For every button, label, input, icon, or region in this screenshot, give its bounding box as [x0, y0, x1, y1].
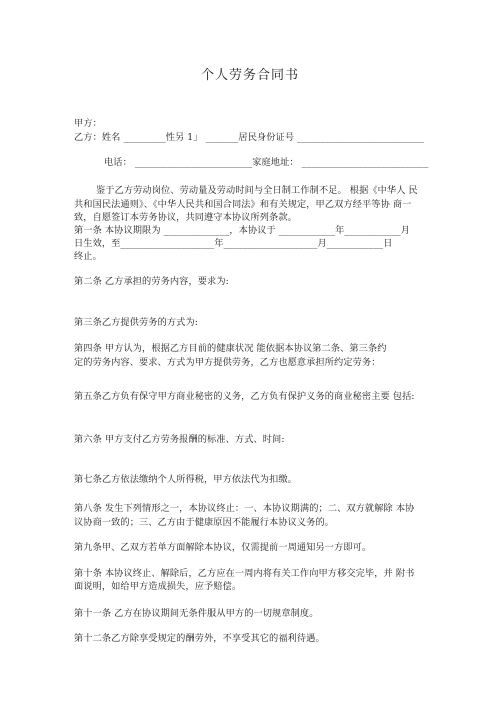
article9: 第九条甲、乙双方若单方面解除本协议，仅需提前一周通知另一方即可。: [74, 542, 372, 553]
article1-line-1: 第一条 本协议期限为 ______________，本协议于 ____________年____________月: [74, 225, 411, 236]
article4-line-2: 定的劳务内容、要求、方式为甲方提供劳务，乙方也愿意承担所约定劳务：: [74, 357, 381, 368]
intro-line-2: 共和国民法通则》、《中华人民共和国合同法》和有关规定，甲乙双方经平等协 商一: [74, 199, 412, 210]
intro-line-3: 致，自愿签订本劳务协议，共同遵守本协议所列条款。: [74, 212, 297, 223]
article4-line-1: 第四条 甲方认为，根据乙方目前的健康状况 能依据本协议第二条、第三条约: [74, 343, 387, 354]
article7: 第七条乙方依法缴纳个人所得税，甲方依法代为扣缴。: [74, 474, 297, 485]
party-b-line: 乙方：姓名 _________性另 1」 _______居民身份证号 ___________________________: [74, 132, 424, 143]
party-a-line: 甲方：: [74, 118, 102, 129]
article3: 第三条乙方提供劳务的方式为:: [74, 317, 198, 328]
article2: 第二条 乙方承担的劳务内容，要求为:: [74, 276, 229, 287]
article1-line-2: 日生效，至____________________年____________________月____________日: [74, 238, 393, 249]
intro-line-1: 鉴于乙方劳动岗位、劳动量及劳动时间与全日制工作制不足。 根据《中华人 民: [96, 185, 418, 196]
article1-line-3: 终止。: [74, 251, 102, 262]
article11: 第十一条 乙方在协议期间无条件服从甲方的一切规章制度。: [74, 608, 319, 619]
article10-line-2: 面说明，如给甲方造成损失，应予赔偿。: [74, 581, 242, 592]
article10-line-1: 第十条 本协议终止、解除后，乙方应在一周内将有关工作向甲方移交完毕，并 附书: [74, 568, 415, 579]
article8-line-1: 第八条 发生下列情形之一，本协议终止：一、本协议期满的；二、双方就解除 本协: [74, 503, 415, 514]
article6: 第六条 甲方支付乙方劳务报酬的标准、方式、时间:: [74, 434, 285, 445]
document-title: 个人劳务合同书: [200, 68, 299, 83]
article8-line-2: 议协商一致的；三、乙方由于健康原因不能履行本协议义务的。: [74, 517, 335, 528]
article12: 第十二条乙方除享受规定的酬劳外，不享受其它的福利待遇。: [74, 633, 325, 644]
article5: 第五条乙方负有保守甲方商业秘密的义务，乙方负有保护义务的商业秘密主要 包括:: [74, 391, 415, 402]
phone-address-line: 电话： _________________________家庭地址： ___________________________: [104, 157, 429, 168]
